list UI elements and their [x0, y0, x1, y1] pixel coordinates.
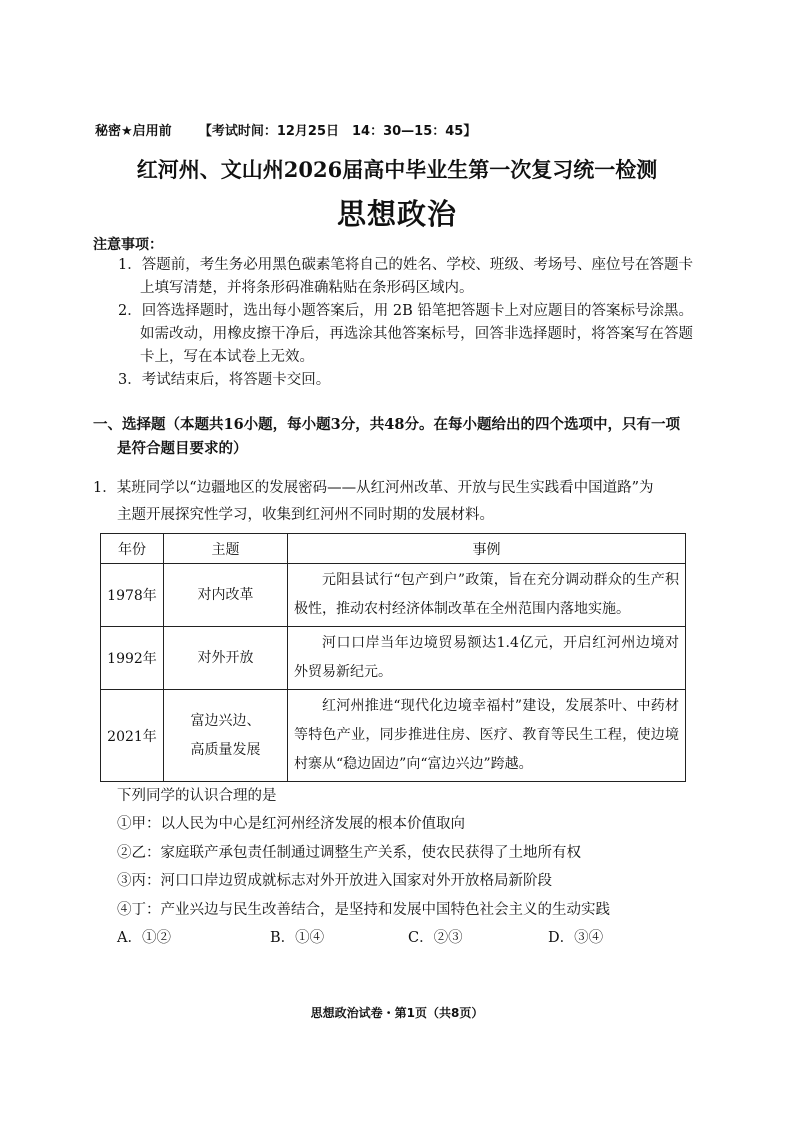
- exam-time: 【考试时间：12月25日 14：30—15：45】: [198, 124, 477, 139]
- notice-item: 3．考试结束后，将答题卡交回。: [118, 372, 331, 388]
- exam-header: [95, 120, 476, 139]
- theme-line: 高质量发展: [190, 741, 261, 758]
- cell-theme: 对内改革: [164, 564, 288, 627]
- answer-option-b: B．①④: [270, 930, 325, 946]
- section-heading-line: 一、选择题（本题共16小题，每小题3分，共48分。在每小题给出的四个选项中，只有一项: [93, 416, 680, 433]
- cell-example: 河口口岸当年边境贸易额达1.4亿元，开启红河州边境对外贸易新纪元。: [288, 627, 686, 690]
- question-stem-line: 主题开展探究性学习，收集到红河州不同时期的发展材料。: [117, 507, 494, 523]
- header-theme: 主题: [164, 534, 288, 564]
- statement: ②乙：家庭联产承包责任制通过调整生产关系，使农民获得了土地所有权: [117, 844, 581, 861]
- table-row: [101, 627, 686, 690]
- header-year: 年份: [101, 534, 164, 564]
- material-table: [100, 533, 686, 782]
- table-row: [101, 564, 686, 627]
- confidential-label: 秘密★启用前: [95, 124, 172, 139]
- notice-heading: 注意事项：: [93, 237, 163, 253]
- section-heading-line: 是符合题目要求的）: [117, 440, 248, 457]
- table-header-row: [101, 534, 686, 564]
- table-row: [101, 690, 686, 782]
- cell-example: 元阳县试行“包产到户”政策，旨在充分调动群众的生产积极性，推动农村经济体制改革在全州范围内落地实施。: [288, 564, 686, 627]
- notice-item: 2．回答选择题时，选出每小题答案后，用 2B 铅笔把答题卡上对应题目的答案标号涂黑。如需改动，用橡皮擦干净后，再选涂其他答案标号，回答非选择题时，将答案写在答题卡上，写在本试卷上无效。: [118, 303, 693, 365]
- statement: ④丁：产业兴边与民生改善结合，是坚持和发展中国特色社会主义的生动实践: [117, 901, 610, 918]
- cell-year: 1978年: [101, 564, 164, 627]
- question-1-stem: [93, 475, 693, 529]
- answer-option-a: A．①②: [117, 930, 171, 946]
- question-prompt: 下列同学的认识合理的是: [117, 788, 277, 804]
- answer-option-c: C．②③: [408, 930, 463, 946]
- cell-theme: [164, 690, 288, 782]
- cell-theme: 对外开放: [164, 627, 288, 690]
- page-footer: 思想政治试卷・第1页（共8页）: [310, 1006, 484, 1020]
- header-example: 事例: [288, 534, 686, 564]
- statement-list: [117, 810, 610, 924]
- notice-item: 1．答题前，考生务必用黑色碳素笔将自己的姓名、学校、班级、考场号、座位号在答题卡上填写清楚，并将条形码准确粘贴在条形码区域内。: [118, 257, 693, 296]
- cell-year: 1992年: [101, 627, 164, 690]
- subject-title: 思想政治: [336, 197, 457, 231]
- theme-line: 富边兴边、: [190, 712, 261, 729]
- section-heading: [93, 413, 693, 461]
- cell-example: 红河州推进“现代化边境幸福村”建设，发展茶叶、中药材等特色产业，同步推进住房、医疗、教育等民生工程，使边境村寨从“稳边固边”向“富边兴边”跨越。: [288, 690, 686, 782]
- statement: ③丙：河口口岸边贸成就标志对外开放进入国家对外开放格局新阶段: [117, 873, 552, 889]
- notice-list: [118, 254, 693, 392]
- statement: ①甲：以人民为中心是红河州经济发展的根本价值取向: [117, 816, 465, 832]
- cell-year: 2021年: [101, 690, 164, 782]
- answer-option-d: D．③④: [548, 930, 604, 946]
- question-stem-line: 1．某班同学以“边疆地区的发展密码——从红河州改革、开放与民生实践看中国道路”为: [93, 480, 654, 496]
- exam-title: 红河州、文山州2026届高中毕业生第一次复习统一检测: [136, 157, 658, 182]
